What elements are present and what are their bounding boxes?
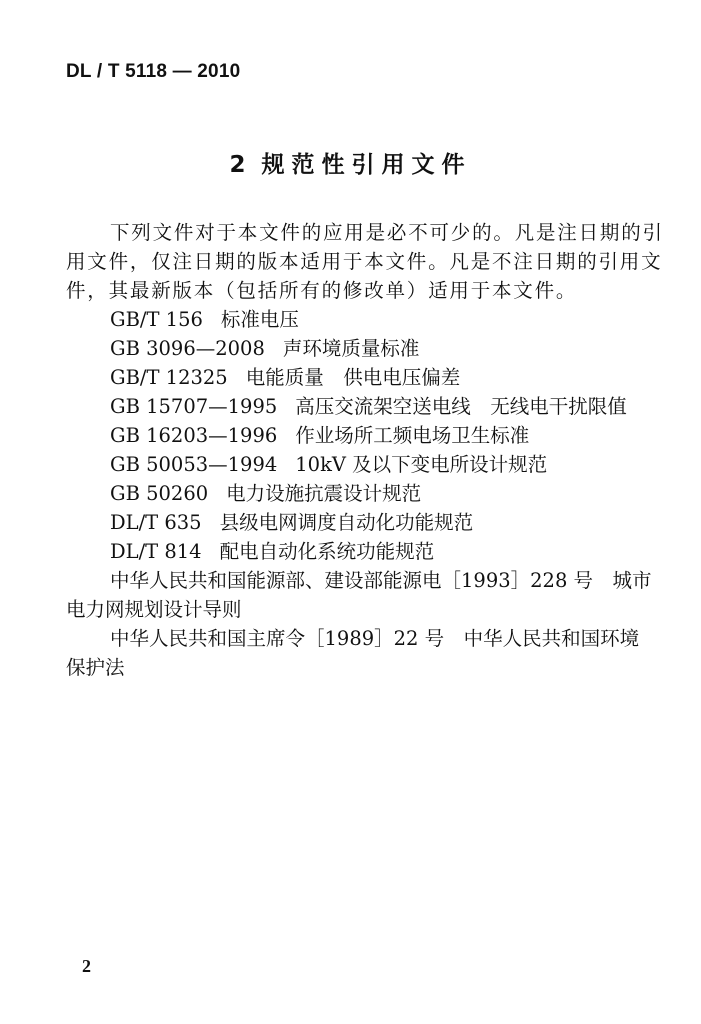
intro-paragraph [0,218,701,305]
reference-code: GB 16203—1996 [110,424,278,447]
reference-code: GB 50260 [110,482,209,505]
standard-code-header: DL / T 5118 — 2010 [66,61,241,82]
reference-item [0,421,701,450]
reference-title: 高压交流架空送电线 无线电干扰限值 [295,395,627,418]
regulation-item [0,624,701,682]
intro-line: 件，其最新版本（包括所有的修改单）适用于本文件。 [66,279,578,302]
reference-title: 10kV 及以下变电所设计规范 [295,453,548,476]
document-body [0,218,701,682]
intro-line: 下列文件对于本文件的应用是必不可少的。凡是注日期的引 [110,221,664,244]
reference-title: 作业场所工频电场卫生标准 [295,424,530,447]
normative-reference-list [0,305,701,566]
reference-title: 县级电网调度自动化功能规范 [219,511,474,534]
section-number: 2 [229,152,246,178]
reference-item [0,363,701,392]
reference-item [0,537,701,566]
regulation-line: 中华人民共和国能源部、建设部能源电［1993］228 号 城市 [110,569,652,592]
reference-code: DL/T 635 [110,511,202,534]
reference-item [0,479,701,508]
regulation-line: 电力网规划设计导则 [66,598,242,621]
section-title: 规范性引用文件 [261,152,472,178]
reference-code: GB 3096—2008 [110,337,265,360]
reference-title: 声环境质量标准 [282,337,420,360]
page-number: 2 [82,956,91,976]
reference-code: GB 15707—1995 [110,395,278,418]
reference-item [0,450,701,479]
reference-item [0,334,701,363]
reference-title: 电力设施抗震设计规范 [226,482,422,505]
reference-code: GB 50053—1994 [110,453,278,476]
reference-item [0,305,701,334]
section-heading [0,146,701,179]
regulation-line: 保护法 [66,656,125,679]
reference-title: 标准电压 [220,308,299,331]
regulation-item [0,566,701,624]
intro-line: 用文件，仅注日期的版本适用于本文件。凡是不注日期的引用文 [66,250,663,273]
regulation-line: 中华人民共和国主席令［1989］22 号 中华人民共和国环境 [110,627,640,650]
reference-item [0,508,701,537]
reference-title: 电能质量 供电电压偏差 [245,366,461,389]
reference-code: GB/T 12325 [110,366,228,389]
reference-code: GB/T 156 [110,308,203,331]
reference-title: 配电自动化系统功能规范 [219,540,435,563]
reference-code: DL/T 814 [110,540,202,563]
reference-item [0,392,701,421]
